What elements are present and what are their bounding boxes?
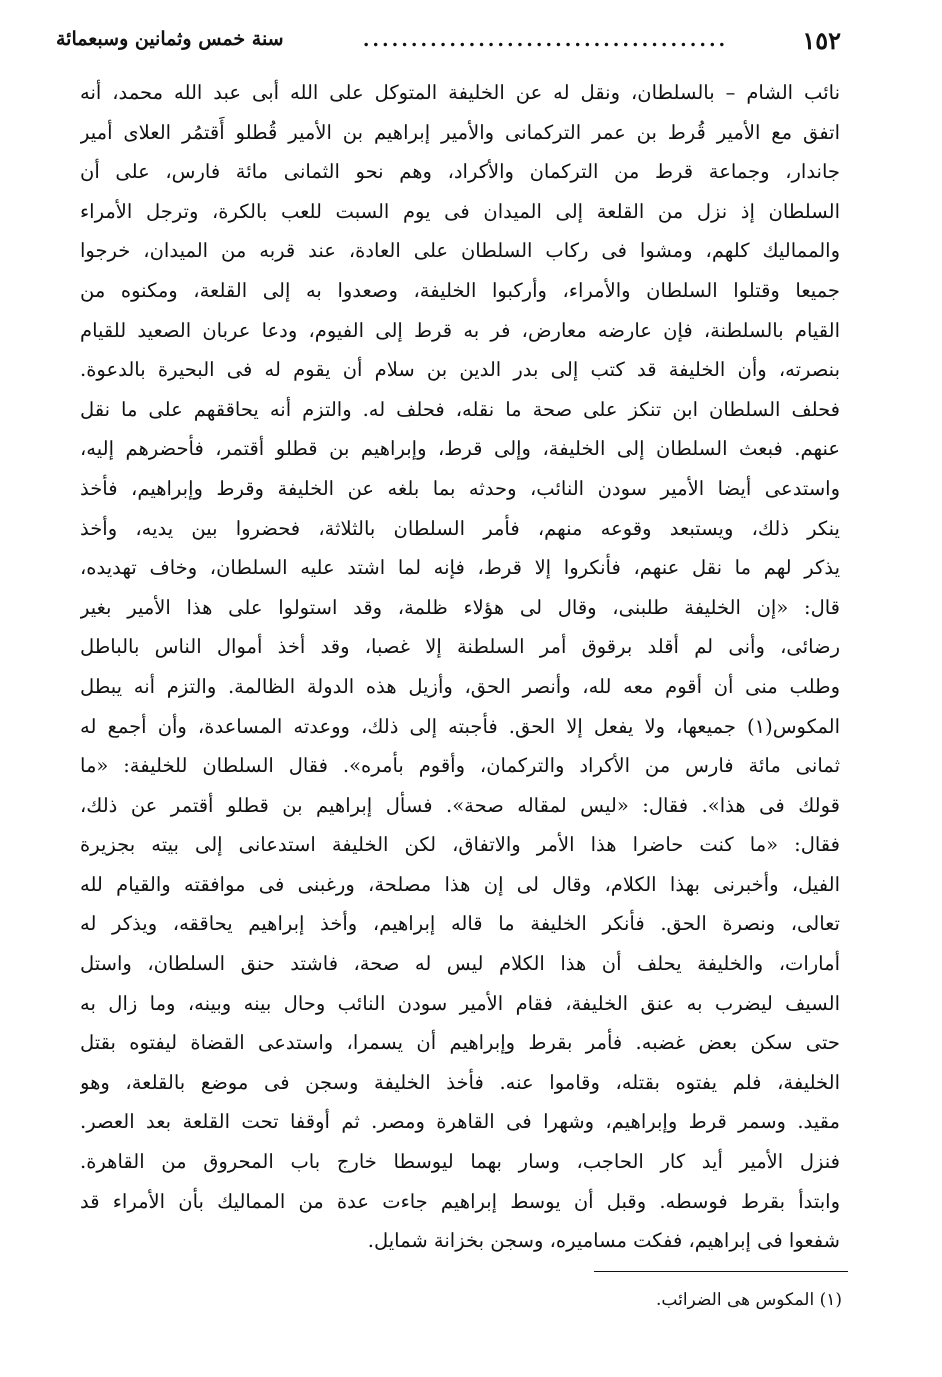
text-line: المكوس(١) جميعها، ولا يفعل إلا الحق. فأجبته إلى ذلك، ووعدته المساعدة، وأن أجمع له (80, 714, 840, 738)
text-line: بنصرته، وأن الخليفة قد كتب إلى بدر الدين بن سلام أن يقوم له فى البحيرة بالدعوة. (80, 358, 840, 382)
text-line: رضائى، وأنى لم أقلد برقوق أمر السلطنة إلا غصبا، وقد أخذ أموال الناس بالباطل (80, 635, 840, 659)
text-line: شفعوا فى إبراهيم، ففكت مساميره، وسجن بخزانة شمايل. (367, 1229, 840, 1253)
text-line: ينكر ذلك، ويستبعد وقوعه منهم، فأمر السلطان بالثلاثة، فحضروا بين يديه، وأخذ (80, 516, 840, 540)
text-line: القيام بالسلطنة، فإن عارضه معارض، فر به قرط إلى الفيوم، ودعا عربان الصعيد للقيام (80, 318, 840, 342)
text-line: نائب الشام – بالسلطان، ونقل له عن الخليفة المتوكل على الله أبى عبد الله محمد، أنه (80, 81, 840, 104)
text-line: حتى سكن بعض غضبه. فأمر بقرط وإبراهيم أن يسمرا، واستدعى القضاة ليفتوه بقتل (80, 1031, 840, 1055)
footnote-divider (594, 1271, 848, 1272)
text-line: الخليفة، فلم يفتوه بقتله، وقاموا عنه. فأخذ الخليفة وسجن فى موضع بالقلعة، وهو (80, 1070, 840, 1094)
page-header (56, 26, 841, 66)
text-line: والمماليك كلهم، ومشوا فى ركاب السلطان على العادة، عند قربه من الميدان، خرجوا (80, 239, 840, 263)
body-text (80, 73, 840, 1261)
text-line: يذكر لهم ما نقل عنهم، فأنكروا إلا قرط، فإنه لما اشتد عليه السلطان، وخاف تهديده، (80, 556, 840, 580)
text-line: الفيل، وأخبرنى بهذا الكلام، وقال لى إن هذا مصلحة، ورغبنى فى موافقته والقيام لله (80, 872, 840, 896)
text-line: أمارات، والخليفة يحلف أن هذا الكلام ليس له صحة، فاشتد حنق السلطان، واستل (80, 952, 840, 976)
page-number: ١٥٢ (802, 26, 841, 55)
text-line: فحلف السلطان ابن تنكز على صحة ما نقله، فحلف له. والتزم أنه يحاققهم على ما نقل (80, 397, 840, 421)
header-leader-dots: ...................................... (362, 29, 729, 51)
text-line: وابتدأ بقرط فوسطه. وقبل أن يوسط إبراهيم جاءت عدة من المماليك بأن الأمراء قد (80, 1189, 840, 1213)
text-line: قولك فى هذا». فقال: «ليس لمقاله صحة». فسأل إبراهيم بن قطلو أقتمر عن ذلك، (80, 793, 840, 817)
text-line: قال: «إن الخليفة طلبنى، وقال لى هؤلاء ظلمة، وقد استولوا على هذا الأمير بغير (80, 595, 840, 619)
text-line: جميعا وقتلوا السلطان والأمراء، وأركبوا الخليفة، وصعدوا به إلى القلعة، ومكنوه من (80, 278, 840, 302)
text-line: فنزل الأمير أيد كار الحاجب، وسار بهما ليوسطا خارج باب المحروق من القاهرة. (80, 1150, 840, 1174)
running-title: سنة خمس وثمانين وسبعمائة (56, 28, 284, 50)
text-line: اتفق مع الأمير قُرط بن عمر التركمانى والأمير إبراهيم بن الأمير قُطلو أَقتمُر العلاى أمير (80, 120, 840, 144)
text-line: وطلب منى أن أقوم معه لله، وأنصر الحق، وأزيل هذه الدولة الظالمة. والتزم أنه يبطل (80, 674, 840, 698)
text-line: مقيد. وسمر قرط وإبراهيم، وشهرا فى القاهرة ومصر. ثم أوقفا تحت القلعة بعد العصر. (80, 1110, 840, 1134)
text-line: واستدعى أيضا الأمير سودن النائب، وحدثه بما بلغه عن الخليفة وقرط وإبراهيم، فأخذ (80, 476, 840, 500)
text-line: جاندار، وجماعة قرط من التركمان والأكراد، وهم نحو الثمانى مائة فارس، على أن (80, 160, 840, 184)
footnote: (١) المكوس هى الضرائب. (656, 1290, 842, 1310)
text-line: السيف ليضرب به عنق الخليفة، فقام الأمير سودن النائب وحال بينه وبينه، وما زال به (80, 991, 840, 1015)
text-line: عنهم. فبعث السلطان إلى الخليفة، وإلى قرط، وإبراهيم بن قطلو أقتمر، فأحضرهم إليه، (80, 437, 840, 461)
text-line: تعالى، ونصرة الحق. فأنكر الخليفة ما قاله إبراهيم، وأخذ إبراهيم يحاققه، ويذكر له (80, 912, 840, 936)
text-line: فقال: «ما كنت حاضرا هذا الأمر والاتفاق، لكن الخليفة استدعانى إلى بيته بجزيرة (80, 833, 840, 857)
text-line: السلطان إذ نزل من القلعة إلى الميدان فى يوم السبت للعب بالكرة، وترجل الأمراء (80, 199, 840, 223)
text-line: ثمانى مائة فارس من الأكراد والتركمان، وأقوم بأمره». فقال السلطان للخليفة: «ما (80, 754, 840, 778)
